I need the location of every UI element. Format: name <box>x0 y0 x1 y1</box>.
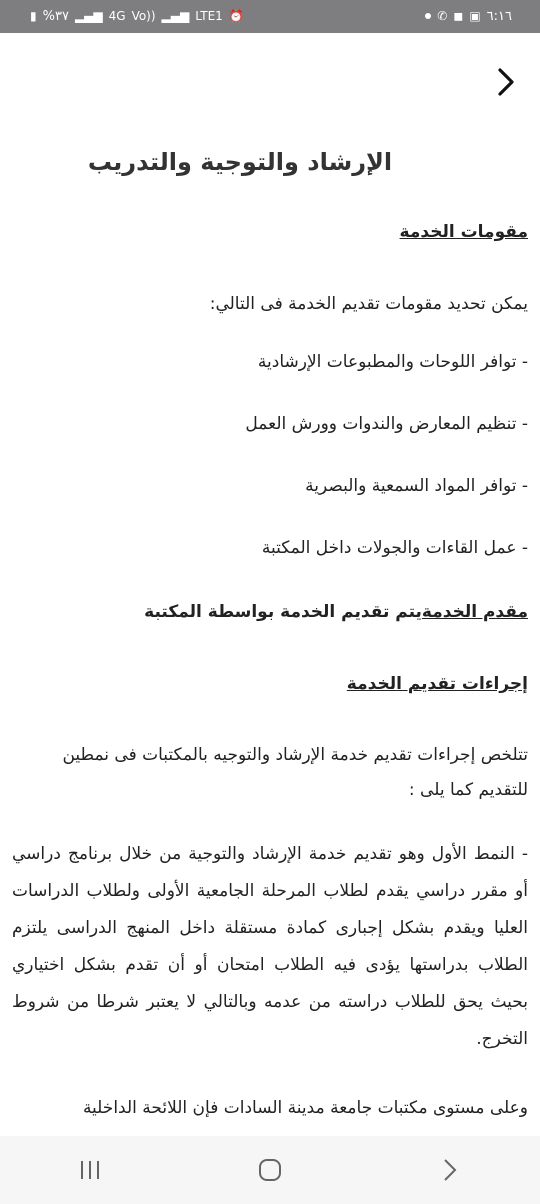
status-right <box>425 8 512 24</box>
list-item: - عمل القاءات والجولات داخل المكتبة <box>261 538 528 558</box>
section-heading-components: مقومات الخدمة <box>399 222 528 242</box>
battery-level: %٣٧ <box>42 8 69 24</box>
signal-icon: ▂▄▆ <box>74 9 103 23</box>
procedures-intro: تتلخص إجراءات تقديم خدمة الإرشاد والتوجيه بالمكتبات فى نمطين للتقديم كما يلى : <box>62 745 528 800</box>
whatsapp-icon: ✆ <box>437 9 448 23</box>
status-left <box>30 8 244 24</box>
lte1-label: LTE1 <box>195 9 223 23</box>
battery-icon: ▮ <box>30 9 37 23</box>
back-icon <box>439 1157 461 1183</box>
nav-back-button[interactable] <box>420 1150 480 1190</box>
intro-text: يمكن تحديد مقومات تقديم الخدمة فى التالي: <box>209 294 528 314</box>
list-item: - تنظيم المعارض والندوات وورش العمل <box>245 414 528 434</box>
nav-home-button[interactable] <box>240 1150 300 1190</box>
notification-icon: ◼ <box>453 9 464 23</box>
list-item: - توافر اللوحات والمطبوعات الإرشادية <box>257 352 528 372</box>
dot-icon <box>425 13 431 19</box>
alarm-icon: ⏰ <box>228 9 244 23</box>
gallery-icon: ▣ <box>469 9 481 23</box>
recents-icon <box>77 1159 103 1181</box>
provider-text: يتم تقديم الخدمة بواسطة المكتبة <box>144 602 422 622</box>
provider-label: مقدم الخدمة <box>421 602 528 622</box>
volte-label: Vo)) <box>131 9 156 23</box>
section-heading-procedures: إجراءات تقديم الخدمة <box>346 674 528 694</box>
provider-line <box>12 600 528 624</box>
network-4g-label: 4G <box>108 9 126 23</box>
nav-recents-button[interactable] <box>60 1150 120 1190</box>
clock: ٦:١٦ <box>486 8 512 24</box>
page-title: الإرشاد والتوجية والتدريب <box>87 148 393 176</box>
procedures-first-pattern: - النمط الأول وهو تقديم خدمة الإرشاد والتوجية من خلال برنامج دراسي أو مقرر دراسي يقدم لطلاب المرحلة الجامعية الأولى ولطلاب الدراسات العليا ويقدم بشكل إجبارى كمادة مستقلة داخل المنهج الدراسى يلتزم الطلاب بدراستها يؤدى فيه الطلاب امتحان أو أن تقدم بشكل اختياري بحيث يحق للطلاب دراسته من عدمه وبالتالي لا يعتبر شرطا من شروط التخرج. <box>12 844 528 1049</box>
home-icon <box>257 1157 283 1183</box>
back-button[interactable] <box>492 66 524 98</box>
system-nav-bar <box>0 1136 540 1204</box>
signal-icon: ▂▄▆ <box>161 9 190 23</box>
chevron-right-icon <box>492 66 524 98</box>
procedures-second-pattern: وعلى مستوى مكتبات جامعة مدينة السادات فإن اللائحة الداخلية <box>82 1098 528 1118</box>
status-bar <box>0 0 540 33</box>
list-item: - توافر المواد السمعية والبصرية <box>305 476 528 496</box>
